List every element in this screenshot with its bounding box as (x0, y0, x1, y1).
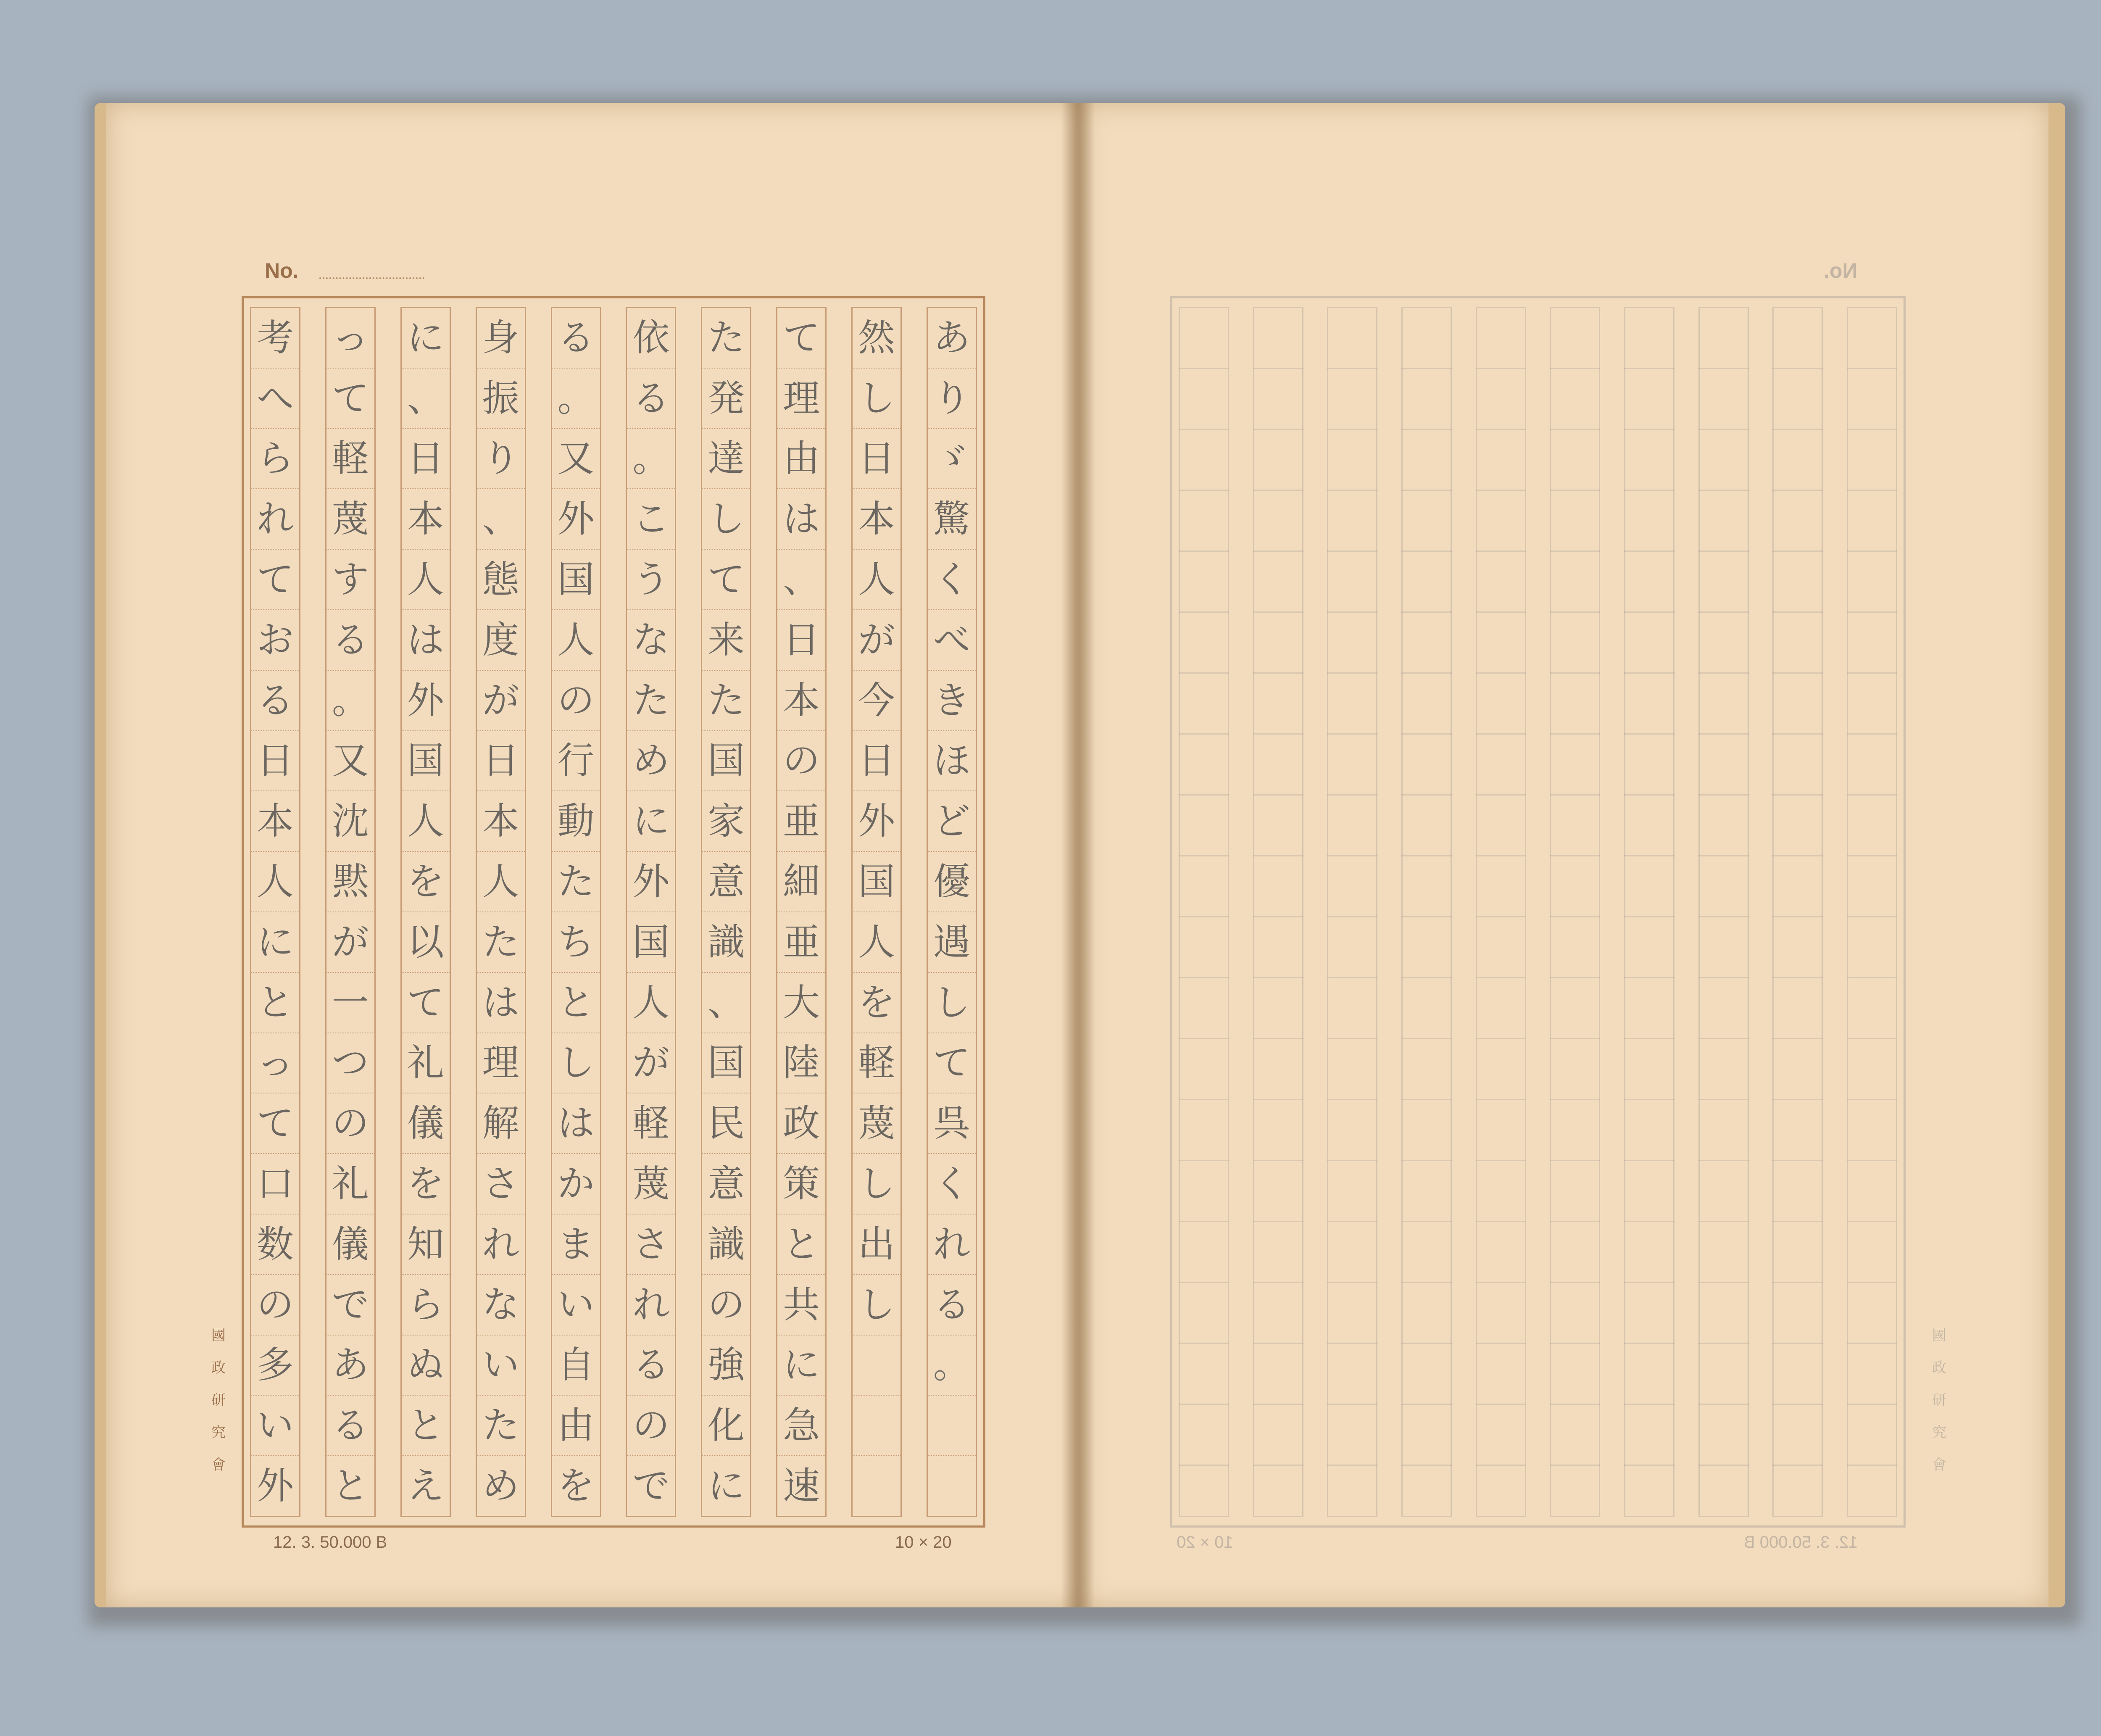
manuscript-cell: い (251, 1396, 299, 1456)
manuscript-cell: る (928, 1275, 976, 1336)
manuscript-cell: の (326, 1093, 374, 1154)
manuscript-cell: 儀 (326, 1214, 374, 1275)
manuscript-cell: に (777, 1336, 825, 1396)
manuscript-cell: 数 (251, 1214, 299, 1275)
manuscript-cell: 強 (702, 1336, 750, 1396)
manuscript-cell: ら (251, 429, 299, 490)
manuscript-cell: 軽 (326, 429, 374, 490)
manuscript-cell: 蔑 (853, 1093, 900, 1154)
manuscript-cell: 以 (402, 912, 450, 973)
manuscript-cell: し (702, 489, 750, 550)
manuscript-cell: 礼 (402, 1033, 450, 1094)
manuscript-cell: と (332, 1464, 369, 1508)
manuscript-cell: 。 (627, 429, 675, 490)
manuscript-cell: る (251, 671, 299, 731)
manuscript-cell: 亜 (777, 791, 825, 852)
manuscript-cell: て (928, 1033, 976, 1094)
manuscript-cell: ま (552, 1214, 600, 1275)
manuscript-cell: 自 (552, 1336, 600, 1396)
manuscript-cell: て (251, 550, 299, 610)
manuscript-cell: 外 (853, 791, 900, 852)
manuscript-cell: 、 (777, 550, 825, 610)
manuscript-cell (928, 1396, 976, 1456)
manuscript-column (325, 307, 376, 1517)
manuscript-cell: 日 (251, 731, 299, 792)
manuscript-cell: 依 (627, 308, 675, 369)
manuscript-cell: 。 (552, 369, 600, 429)
publisher-char: 究 (211, 1424, 226, 1441)
manuscript-cell: 、 (402, 369, 450, 429)
ghost-column (1550, 307, 1600, 1517)
manuscript-cell: を (402, 1154, 450, 1214)
manuscript-cell: 振 (477, 369, 525, 429)
manuscript-cell: 軽 (853, 1033, 900, 1094)
grid-size-label: 10 × 20 (895, 1533, 952, 1552)
manuscript-cell: 優 (928, 852, 976, 912)
manuscript-cell: 遇 (928, 912, 976, 973)
manuscript-cell: 意 (702, 852, 750, 912)
manuscript-cell: ほ (928, 731, 976, 792)
publisher-char: 政 (211, 1359, 226, 1376)
manuscript-cell: 日 (777, 610, 825, 671)
manuscript-cell: を (853, 973, 900, 1033)
manuscript-cell: 人 (853, 912, 900, 973)
manuscript-cell: 口 (251, 1154, 299, 1214)
manuscript-cell: 日 (477, 731, 525, 792)
manuscript-cell: に (708, 1464, 745, 1508)
manuscript-cell: 民 (702, 1093, 750, 1154)
manuscript-cell: い (477, 1336, 525, 1396)
manuscript-cell: か (552, 1154, 600, 1214)
manuscript-cell: ぬ (402, 1336, 450, 1396)
manuscript-cell: あ (326, 1336, 374, 1396)
manuscript-cell: 共 (777, 1275, 825, 1336)
manuscript-cell: 日 (402, 429, 450, 490)
manuscript-cell: 然 (853, 308, 900, 369)
print-code: 12. 3. 50.000 B (273, 1533, 387, 1552)
manuscript-cell: し (853, 1154, 900, 1214)
manuscript-cell: で (632, 1464, 670, 1508)
manuscript-cell: く (928, 1154, 976, 1214)
manuscript-cell: 今 (853, 671, 900, 731)
manuscript-cell: 驚 (928, 489, 976, 550)
manuscript-cell: る (627, 369, 675, 429)
ghost-column (1624, 307, 1674, 1517)
manuscript-cell: 人 (402, 791, 450, 852)
manuscript-column (626, 307, 676, 1517)
book-gutter (1061, 103, 1095, 1607)
manuscript-cell: 識 (702, 1214, 750, 1275)
manuscript-cell: 、 (702, 973, 750, 1033)
manuscript-cell: て (777, 308, 825, 369)
page-number-label: No. (265, 259, 299, 282)
manuscript-column (701, 307, 751, 1517)
manuscript-cell: で (326, 1275, 374, 1336)
manuscript-cell: 人 (627, 973, 675, 1033)
manuscript-cell: れ (477, 1214, 525, 1275)
manuscript-cell: ゞ (928, 429, 976, 490)
ghost-manuscript-grid (1170, 296, 1906, 1528)
manuscript-cell: を (402, 852, 450, 912)
manuscript-cell: さ (627, 1214, 675, 1275)
ghost-column (1847, 307, 1897, 1517)
manuscript-cell: 儀 (402, 1093, 450, 1154)
manuscript-cell: の (552, 671, 600, 731)
manuscript-column (851, 307, 902, 1517)
manuscript-cell: る (326, 610, 374, 671)
manuscript-column (250, 307, 300, 1517)
manuscript-cell: 外 (402, 671, 450, 731)
manuscript-cell: 化 (702, 1396, 750, 1456)
manuscript-cell: 。 (326, 671, 374, 731)
manuscript-cell: 亜 (777, 912, 825, 973)
manuscript-cell: 軽 (627, 1093, 675, 1154)
manuscript-cell: て (402, 973, 450, 1033)
manuscript-cell: た (702, 671, 750, 731)
manuscript-cell: 日 (853, 731, 900, 792)
ghost-publisher-char: 政 (1932, 1359, 1946, 1376)
manuscript-cell: 大 (777, 973, 825, 1033)
manuscript-cell: 黙 (326, 852, 374, 912)
manuscript-cell: り (477, 429, 525, 490)
manuscript-cell: と (552, 973, 600, 1033)
manuscript-cell: て (702, 550, 750, 610)
manuscript-cell: の (702, 1275, 750, 1336)
publisher-char: 研 (211, 1392, 226, 1409)
manuscript-cell: を (557, 1464, 595, 1508)
manuscript-cell: 度 (477, 610, 525, 671)
manuscript-cell: 多 (251, 1336, 299, 1396)
manuscript-cell: 理 (777, 369, 825, 429)
ghost-column (1772, 307, 1823, 1517)
ghost-column (1698, 307, 1749, 1517)
manuscript-cell: つ (326, 1033, 374, 1094)
manuscript-cell: 解 (477, 1093, 525, 1154)
manuscript-cell: す (326, 550, 374, 610)
manuscript-cell: ど (928, 791, 976, 852)
manuscript-cell: 外 (552, 489, 600, 550)
manuscript-cell: 、 (477, 489, 525, 550)
manuscript-cell (853, 1336, 900, 1396)
manuscript-cell: と (251, 973, 299, 1033)
manuscript-cell: ら (402, 1275, 450, 1336)
manuscript-cell: 本 (777, 671, 825, 731)
ghost-column (1253, 307, 1303, 1517)
manuscript-cell: は (477, 973, 525, 1033)
manuscript-cell: 家 (702, 791, 750, 852)
manuscript-cell: 考 (251, 308, 299, 369)
manuscript-cell: し (928, 973, 976, 1033)
manuscript-cell: く (928, 550, 976, 610)
manuscript-cell: が (326, 912, 374, 973)
manuscript-cell: め (482, 1464, 519, 1508)
manuscript-cell: れ (251, 489, 299, 550)
manuscript-cell: 達 (702, 429, 750, 490)
manuscript-cell: う (627, 550, 675, 610)
manuscript-cell: た (627, 671, 675, 731)
manuscript-cell: 国 (552, 550, 600, 610)
publisher-stamp (208, 1324, 229, 1474)
manuscript-cell: と (777, 1214, 825, 1275)
manuscript-cell: る (627, 1336, 675, 1396)
manuscript-cell: 国 (702, 731, 750, 792)
manuscript-cell: は (402, 610, 450, 671)
manuscript-cell: 呉 (928, 1093, 976, 1154)
manuscript-cell: 人 (552, 610, 600, 671)
manuscript-cell: え (407, 1464, 444, 1508)
manuscript-cell: し (853, 1275, 900, 1336)
manuscript-cell: れ (627, 1275, 675, 1336)
manuscript-cell: 理 (477, 1033, 525, 1094)
manuscript-cell: 外 (627, 852, 675, 912)
manuscript-cell: 国 (853, 852, 900, 912)
manuscript-cell: 意 (702, 1154, 750, 1214)
manuscript-cell: い (552, 1275, 600, 1336)
manuscript-cell: こ (627, 489, 675, 550)
manuscript-cell: へ (251, 369, 299, 429)
ghost-publisher-stamp (1929, 1324, 1950, 1474)
ghost-grid-size-label: 10 × 20 (1177, 1533, 1233, 1552)
manuscript-cell: 。 (928, 1336, 976, 1396)
manuscript-cell: は (552, 1093, 600, 1154)
manuscript-column (476, 307, 526, 1517)
publisher-char: 會 (211, 1457, 226, 1473)
manuscript-cell: て (251, 1093, 299, 1154)
manuscript-cell: 又 (326, 731, 374, 792)
manuscript-cell: 日 (853, 429, 900, 490)
manuscript-cell: る (552, 308, 600, 369)
manuscript-cell: 発 (702, 369, 750, 429)
ghost-publisher-char: 研 (1932, 1392, 1946, 1409)
manuscript-cell: た (702, 308, 750, 369)
manuscript-cell: に (402, 308, 450, 369)
manuscript-column (551, 307, 601, 1517)
manuscript-cell: き (928, 671, 976, 731)
manuscript-cell: し (853, 369, 900, 429)
manuscript-cell: に (251, 912, 299, 973)
manuscript-cell: て (326, 369, 374, 429)
manuscript-cell: の (777, 731, 825, 792)
manuscript-column (776, 307, 827, 1517)
manuscript-cell: り (928, 369, 976, 429)
manuscript-cell: 本 (853, 489, 900, 550)
manuscript-cell: さ (477, 1154, 525, 1214)
manuscript-cell: が (627, 1033, 675, 1094)
manuscript-cell: れ (928, 1214, 976, 1275)
manuscript-cell: な (627, 610, 675, 671)
manuscript-cell: 本 (402, 489, 450, 550)
manuscript-cell: 国 (702, 1033, 750, 1094)
manuscript-column (400, 307, 451, 1517)
manuscript-cell: 人 (402, 550, 450, 610)
manuscript-cell: べ (928, 610, 976, 671)
manuscript-cell: た (552, 852, 600, 912)
manuscript-cell: 人 (853, 550, 900, 610)
manuscript-cell: 身 (477, 308, 525, 369)
manuscript-cell: 陸 (777, 1033, 825, 1094)
manuscript-cell: 知 (402, 1214, 450, 1275)
manuscript-cell: が (853, 610, 900, 671)
manuscript-cell: た (477, 1396, 525, 1456)
manuscript-cell: 来 (702, 610, 750, 671)
manuscript-column (927, 307, 977, 1517)
ghost-print-code: 12. 3. 50.000 B (1744, 1533, 1858, 1552)
manuscript-cell: 国 (402, 731, 450, 792)
manuscript-cell: 動 (552, 791, 600, 852)
manuscript-cell: し (552, 1033, 600, 1094)
manuscript-cell: た (477, 912, 525, 973)
ghost-publisher-char: 國 (1932, 1327, 1946, 1344)
manuscript-cell: 本 (251, 791, 299, 852)
ghost-column (1179, 307, 1229, 1517)
manuscript-cell (853, 1396, 900, 1456)
manuscript-cell: あ (928, 308, 976, 369)
manuscript-grid (242, 296, 985, 1528)
ghost-column (1476, 307, 1526, 1517)
manuscript-cell: が (477, 671, 525, 731)
manuscript-cell: 由 (552, 1396, 600, 1456)
manuscript-cell: 策 (777, 1154, 825, 1214)
manuscript-cell: の (251, 1275, 299, 1336)
manuscript-cell: っ (326, 308, 374, 369)
manuscript-cell: っ (251, 1033, 299, 1094)
manuscript-cell: め (627, 731, 675, 792)
manuscript-cell: 由 (777, 429, 825, 490)
manuscript-cell: 速 (783, 1464, 820, 1508)
manuscript-cell: 一 (326, 973, 374, 1033)
ghost-column (1401, 307, 1452, 1517)
manuscript-cell: 蔑 (326, 489, 374, 550)
manuscript-cell: 又 (552, 429, 600, 490)
manuscript-cell: ち (552, 912, 600, 973)
manuscript-cell: は (777, 489, 825, 550)
manuscript-cell: る (326, 1396, 374, 1456)
publisher-char: 國 (211, 1327, 226, 1344)
manuscript-cell: 蔑 (627, 1154, 675, 1214)
manuscript-cell: 急 (777, 1396, 825, 1456)
manuscript-cell: 態 (477, 550, 525, 610)
manuscript-cell (928, 1456, 976, 1516)
manuscript-cell: お (251, 610, 299, 671)
ghost-publisher-char: 究 (1932, 1424, 1946, 1441)
manuscript-cell: の (627, 1396, 675, 1456)
manuscript-cell: 人 (251, 852, 299, 912)
manuscript-cell: 本 (477, 791, 525, 852)
manuscript-cell: な (477, 1275, 525, 1336)
manuscript-cell: と (402, 1396, 450, 1456)
manuscript-cell: 行 (552, 731, 600, 792)
manuscript-cell: 沈 (326, 791, 374, 852)
ghost-publisher-char: 會 (1932, 1457, 1946, 1473)
manuscript-cell: 国 (627, 912, 675, 973)
manuscript-cell: 人 (477, 852, 525, 912)
ghost-page-number-label: No. (1824, 259, 1858, 282)
manuscript-cell: 識 (702, 912, 750, 973)
manuscript-cell (853, 1456, 900, 1516)
manuscript-cell: 礼 (326, 1154, 374, 1214)
manuscript-cell: 政 (777, 1093, 825, 1154)
page-number-line (319, 277, 424, 279)
manuscript-cell: 細 (777, 852, 825, 912)
manuscript-cell: に (627, 791, 675, 852)
manuscript-cell: 外 (256, 1464, 294, 1508)
manuscript-cell: 出 (853, 1214, 900, 1275)
ghost-column (1327, 307, 1377, 1517)
